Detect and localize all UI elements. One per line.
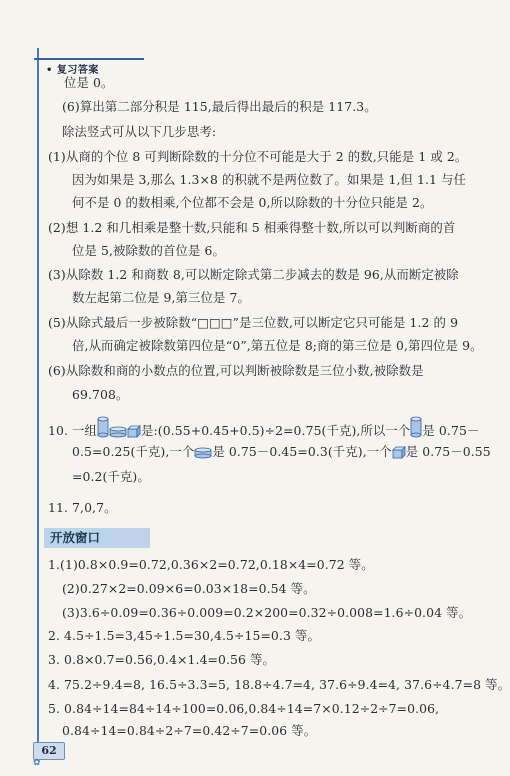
text-line: 何不是 0 的数相乘,个位都不会是 0,所以除数的十分位只能是 2。 xyxy=(72,195,433,210)
answer-line: 5. 0.84÷14=84÷14÷100=0.06,0.84÷14=7×0.12÷2÷7=0.06, xyxy=(48,701,440,716)
cube-icon xyxy=(392,446,406,464)
text-line: 因为如果是 3,那么 1.3×8 的积就不是两位数了。如果是 1,但 1.1 与任 xyxy=(72,172,467,187)
page-number: 62 xyxy=(33,742,65,760)
answer-line: (2)0.27×2=0.09×6=0.03×18=0.54 等。 xyxy=(62,581,316,596)
text-line: (2)想 1.2 和几相乘是整十数,只能和 5 相乘得整十数,所以可以判断商的首 xyxy=(48,220,456,235)
cylinder-icon xyxy=(410,416,422,443)
q10-text: 是 0.75－ xyxy=(422,423,480,438)
text-line: 倍,从而确定被除数第四位是“0”,第五位是 8;商的第三位是 0,第四位是 9。 xyxy=(72,338,483,353)
text-line: (3)从除数 1.2 和商数 8,可以断定除式第二步减去的数是 96,从而断定被除 xyxy=(48,267,459,282)
answer-line: (3)3.6÷0.09=0.36÷0.009=0.2×200=0.32÷0.008=1.6÷0.04 等。 xyxy=(62,605,472,620)
text-line: 位是 0。 xyxy=(64,75,114,90)
cube-icon xyxy=(127,425,141,443)
answer-line: 3. 0.8×0.7=0.56,0.4×1.4=0.56 等。 xyxy=(48,652,276,667)
question-11: 11. 7,0,7。 xyxy=(48,500,117,515)
text-line: 位是 5,被除数的首位是 6。 xyxy=(72,243,225,258)
answer-line: 0.84÷14=0.84÷2÷7=0.42÷7=0.06 等。 xyxy=(62,723,317,738)
question-10-line-3: =0.2(千克)。 xyxy=(72,469,150,484)
header-tag: • 复习答案 xyxy=(46,65,99,76)
disk-icon xyxy=(194,446,212,464)
section-banner: 开放窗口 xyxy=(44,528,150,548)
question-10-line-2 xyxy=(72,443,491,464)
cylinder-icon xyxy=(97,416,109,443)
q10-text: 是 0.75－0.45=0.3(千克),一个 xyxy=(212,444,392,459)
answer-line: 4. 75.2÷9.4=8, 16.5÷3.3=5, 18.8÷4.7=4, 37.6÷9.4=4, 37.6÷4.7=8 等。 xyxy=(48,677,510,692)
margin-rule xyxy=(37,48,39,738)
text-line: (1)从商的个位 8 可判断除数的十分位不可能是大于 2 的数,只能是 1 或 2。 xyxy=(48,149,468,164)
text-line: 除法竖式可从以下几步思考: xyxy=(62,124,217,139)
text-line: (5)从除式最后一步被除数“□□□”是三位数,可以断定它只可能是 1.2 的 9 xyxy=(48,315,459,330)
text-line: (6)从除数和商的小数点的位置,可以判断被除数是三位小数,被除数是 xyxy=(48,363,424,378)
q10-text: 0.5=0.25(千克),一个 xyxy=(72,444,195,459)
text-line: 69.708。 xyxy=(72,387,129,402)
page-ornament: ✿ xyxy=(33,758,41,768)
header-rule xyxy=(34,58,144,60)
q10-text: 10. 一组 xyxy=(48,423,98,438)
text-line: (6)算出第二部分积是 115,最后得出最后的积是 117.3。 xyxy=(62,99,377,114)
answer-line: 2. 4.5÷1.5=3,45÷1.5=30,4.5÷15=0.3 等。 xyxy=(48,628,320,643)
text-line: 数左起第二位是 9,第三位是 7。 xyxy=(72,290,250,305)
q10-text: 是:(0.55+0.45+0.5)÷2=0.75(千克),所以一个 xyxy=(141,423,411,438)
q10-text: 是 0.75－0.55 xyxy=(405,444,491,459)
question-10-line-1 xyxy=(48,416,479,443)
disk-icon xyxy=(109,425,127,443)
answer-line: 1.(1)0.8×0.9=0.72,0.36×2=0.72,0.18×4=0.72 等。 xyxy=(48,557,374,572)
